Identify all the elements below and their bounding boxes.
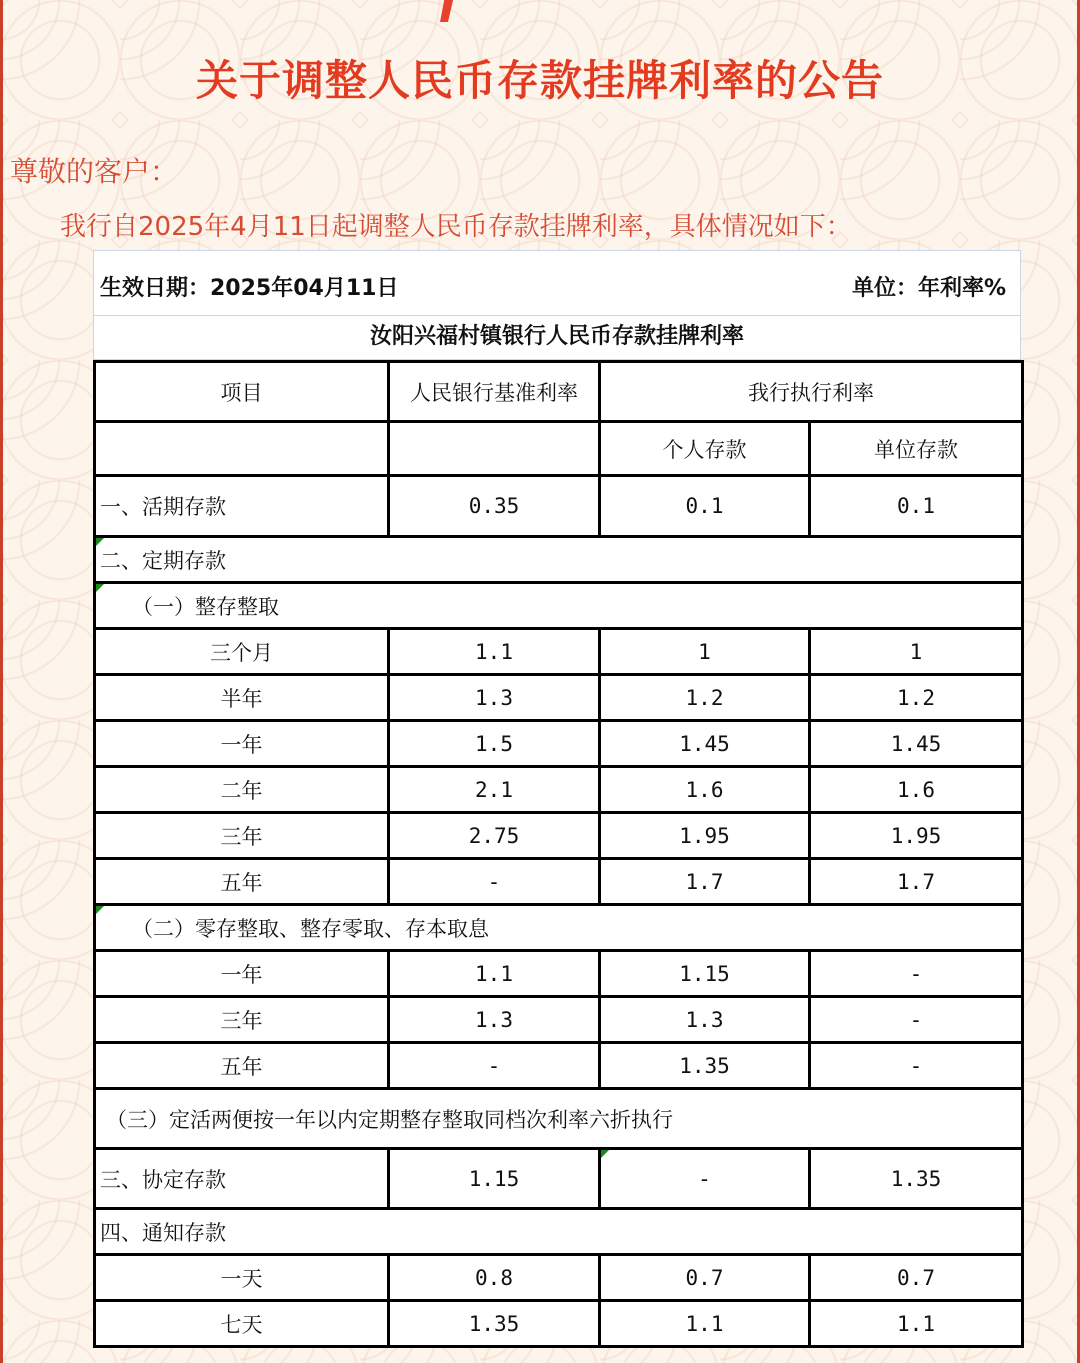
cell-marker bbox=[96, 584, 104, 592]
cell-personal: 1 bbox=[600, 629, 810, 675]
cell-corporate: 1.1 bbox=[810, 1301, 1023, 1347]
cell-corporate: 1.6 bbox=[810, 767, 1023, 813]
row-label: 三、协定存款 bbox=[95, 1149, 389, 1209]
row-term: 半年 bbox=[95, 675, 389, 721]
table-row bbox=[95, 1301, 1023, 1347]
cell-personal: 1.45 bbox=[600, 721, 810, 767]
cell-personal: 1.6 bbox=[600, 767, 810, 813]
row-term: 一年 bbox=[95, 721, 389, 767]
table-row bbox=[95, 1255, 1023, 1301]
cell-pbc: 1.3 bbox=[389, 997, 600, 1043]
cell-personal: 1.7 bbox=[600, 859, 810, 905]
row-term: 七天 bbox=[95, 1301, 389, 1347]
cell-pbc: 2.1 bbox=[389, 767, 600, 813]
cell-personal: 1.15 bbox=[600, 951, 810, 997]
cell-pbc: 1.1 bbox=[389, 629, 600, 675]
section-row bbox=[95, 1209, 1023, 1255]
section-text: （二）零存整取、整存零取、存本取息 bbox=[132, 916, 489, 941]
cell-corporate: 0.1 bbox=[810, 476, 1023, 537]
cell-pbc: 1.15 bbox=[389, 1149, 600, 1209]
cell-marker bbox=[96, 906, 104, 914]
cell-marker bbox=[601, 1150, 609, 1158]
cell-pbc: 1.35 bbox=[389, 1301, 600, 1347]
section-text: 二、定期存款 bbox=[100, 548, 226, 573]
greeting: 尊敬的客户： bbox=[10, 155, 179, 188]
cell-pbc: - bbox=[389, 1043, 600, 1089]
cell-personal: 0.1 bbox=[600, 476, 810, 537]
cell-corporate: 1 bbox=[810, 629, 1023, 675]
table-row bbox=[95, 997, 1023, 1043]
row-term: 一天 bbox=[95, 1255, 389, 1301]
rate-table bbox=[93, 360, 1024, 1348]
row-term: 三年 bbox=[95, 813, 389, 859]
intro-text: 我行自2025年4月11日起调整人民币存款挂牌利率，具体情况如下： bbox=[60, 212, 852, 242]
cell-personal: 1.3 bbox=[600, 997, 810, 1043]
cell-corporate: 1.2 bbox=[810, 675, 1023, 721]
cell-corporate: 1.45 bbox=[810, 721, 1023, 767]
table-row bbox=[95, 767, 1023, 813]
table-caption: 汝阳兴福村镇银行人民币存款挂牌利率 bbox=[93, 316, 1021, 360]
section-text: （一）整存整取 bbox=[132, 594, 279, 619]
unit-label: 单位：年利率% bbox=[851, 276, 1006, 301]
cell-personal: 1.1 bbox=[600, 1301, 810, 1347]
section-label bbox=[95, 537, 1023, 583]
cell-personal: 1.95 bbox=[600, 813, 810, 859]
cell-corporate: - bbox=[810, 1043, 1023, 1089]
table-row bbox=[95, 1043, 1023, 1089]
row-term: 三年 bbox=[95, 997, 389, 1043]
effective-date: 生效日期：2025年04月11日 bbox=[100, 276, 399, 301]
cell-personal: 1.2 bbox=[600, 675, 810, 721]
flexible-deposit-note: （三）定活两便按一年以内定期整存整取同档次利率六折执行 bbox=[95, 1089, 1023, 1149]
cell-corporate: - bbox=[810, 951, 1023, 997]
subheader-empty bbox=[389, 422, 600, 476]
cell-pbc: - bbox=[389, 859, 600, 905]
subheader-empty bbox=[95, 422, 389, 476]
cell-pbc: 1.1 bbox=[389, 951, 600, 997]
cell-personal: 0.7 bbox=[600, 1255, 810, 1301]
cell-corporate: 0.7 bbox=[810, 1255, 1023, 1301]
table-row bbox=[95, 951, 1023, 997]
section-label bbox=[95, 905, 1023, 951]
table-subheader-row bbox=[95, 422, 1023, 476]
left-border bbox=[0, 0, 3, 1363]
section-row bbox=[95, 905, 1023, 951]
header-item: 项目 bbox=[95, 362, 389, 422]
cell-corporate: 1.95 bbox=[810, 813, 1023, 859]
cell-pbc: 2.75 bbox=[389, 813, 600, 859]
header-corporate: 单位存款 bbox=[810, 422, 1023, 476]
cell-corporate: 1.35 bbox=[810, 1149, 1023, 1209]
cell-pbc: 1.3 bbox=[389, 675, 600, 721]
cell-pbc: 0.35 bbox=[389, 476, 600, 537]
cell-pbc: 0.8 bbox=[389, 1255, 600, 1301]
cell-text: - bbox=[698, 1166, 711, 1191]
section-label: 四、通知存款 bbox=[95, 1209, 1023, 1255]
note-row bbox=[95, 1089, 1023, 1149]
row-term: 二年 bbox=[95, 767, 389, 813]
row-term: 五年 bbox=[95, 1043, 389, 1089]
cell-personal: 1.35 bbox=[600, 1043, 810, 1089]
table-row bbox=[95, 1149, 1023, 1209]
row-term: 五年 bbox=[95, 859, 389, 905]
table-row bbox=[95, 675, 1023, 721]
table-row bbox=[95, 476, 1023, 537]
table-row bbox=[95, 629, 1023, 675]
section-label bbox=[95, 583, 1023, 629]
table-row bbox=[95, 721, 1023, 767]
table-row bbox=[95, 859, 1023, 905]
table-header-row bbox=[95, 362, 1023, 422]
header-pbc-rate: 人民银行基准利率 bbox=[389, 362, 600, 422]
cell-corporate: 1.7 bbox=[810, 859, 1023, 905]
table-row bbox=[95, 813, 1023, 859]
cell-pbc: 1.5 bbox=[389, 721, 600, 767]
decorative-fan-icon bbox=[440, 0, 570, 22]
cell-corporate: - bbox=[810, 997, 1023, 1043]
cell-marker bbox=[96, 538, 104, 546]
header-personal: 个人存款 bbox=[600, 422, 810, 476]
rate-table-container bbox=[93, 250, 1021, 1348]
table-header-bar bbox=[93, 250, 1021, 316]
header-bank-rate: 我行执行利率 bbox=[600, 362, 1023, 422]
cell-personal bbox=[600, 1149, 810, 1209]
section-row bbox=[95, 583, 1023, 629]
row-label: 一、活期存款 bbox=[95, 476, 389, 537]
section-row bbox=[95, 537, 1023, 583]
row-term: 三个月 bbox=[95, 629, 389, 675]
page-title: 关于调整人民币存款挂牌利率的公告 bbox=[195, 56, 884, 105]
row-term: 一年 bbox=[95, 951, 389, 997]
